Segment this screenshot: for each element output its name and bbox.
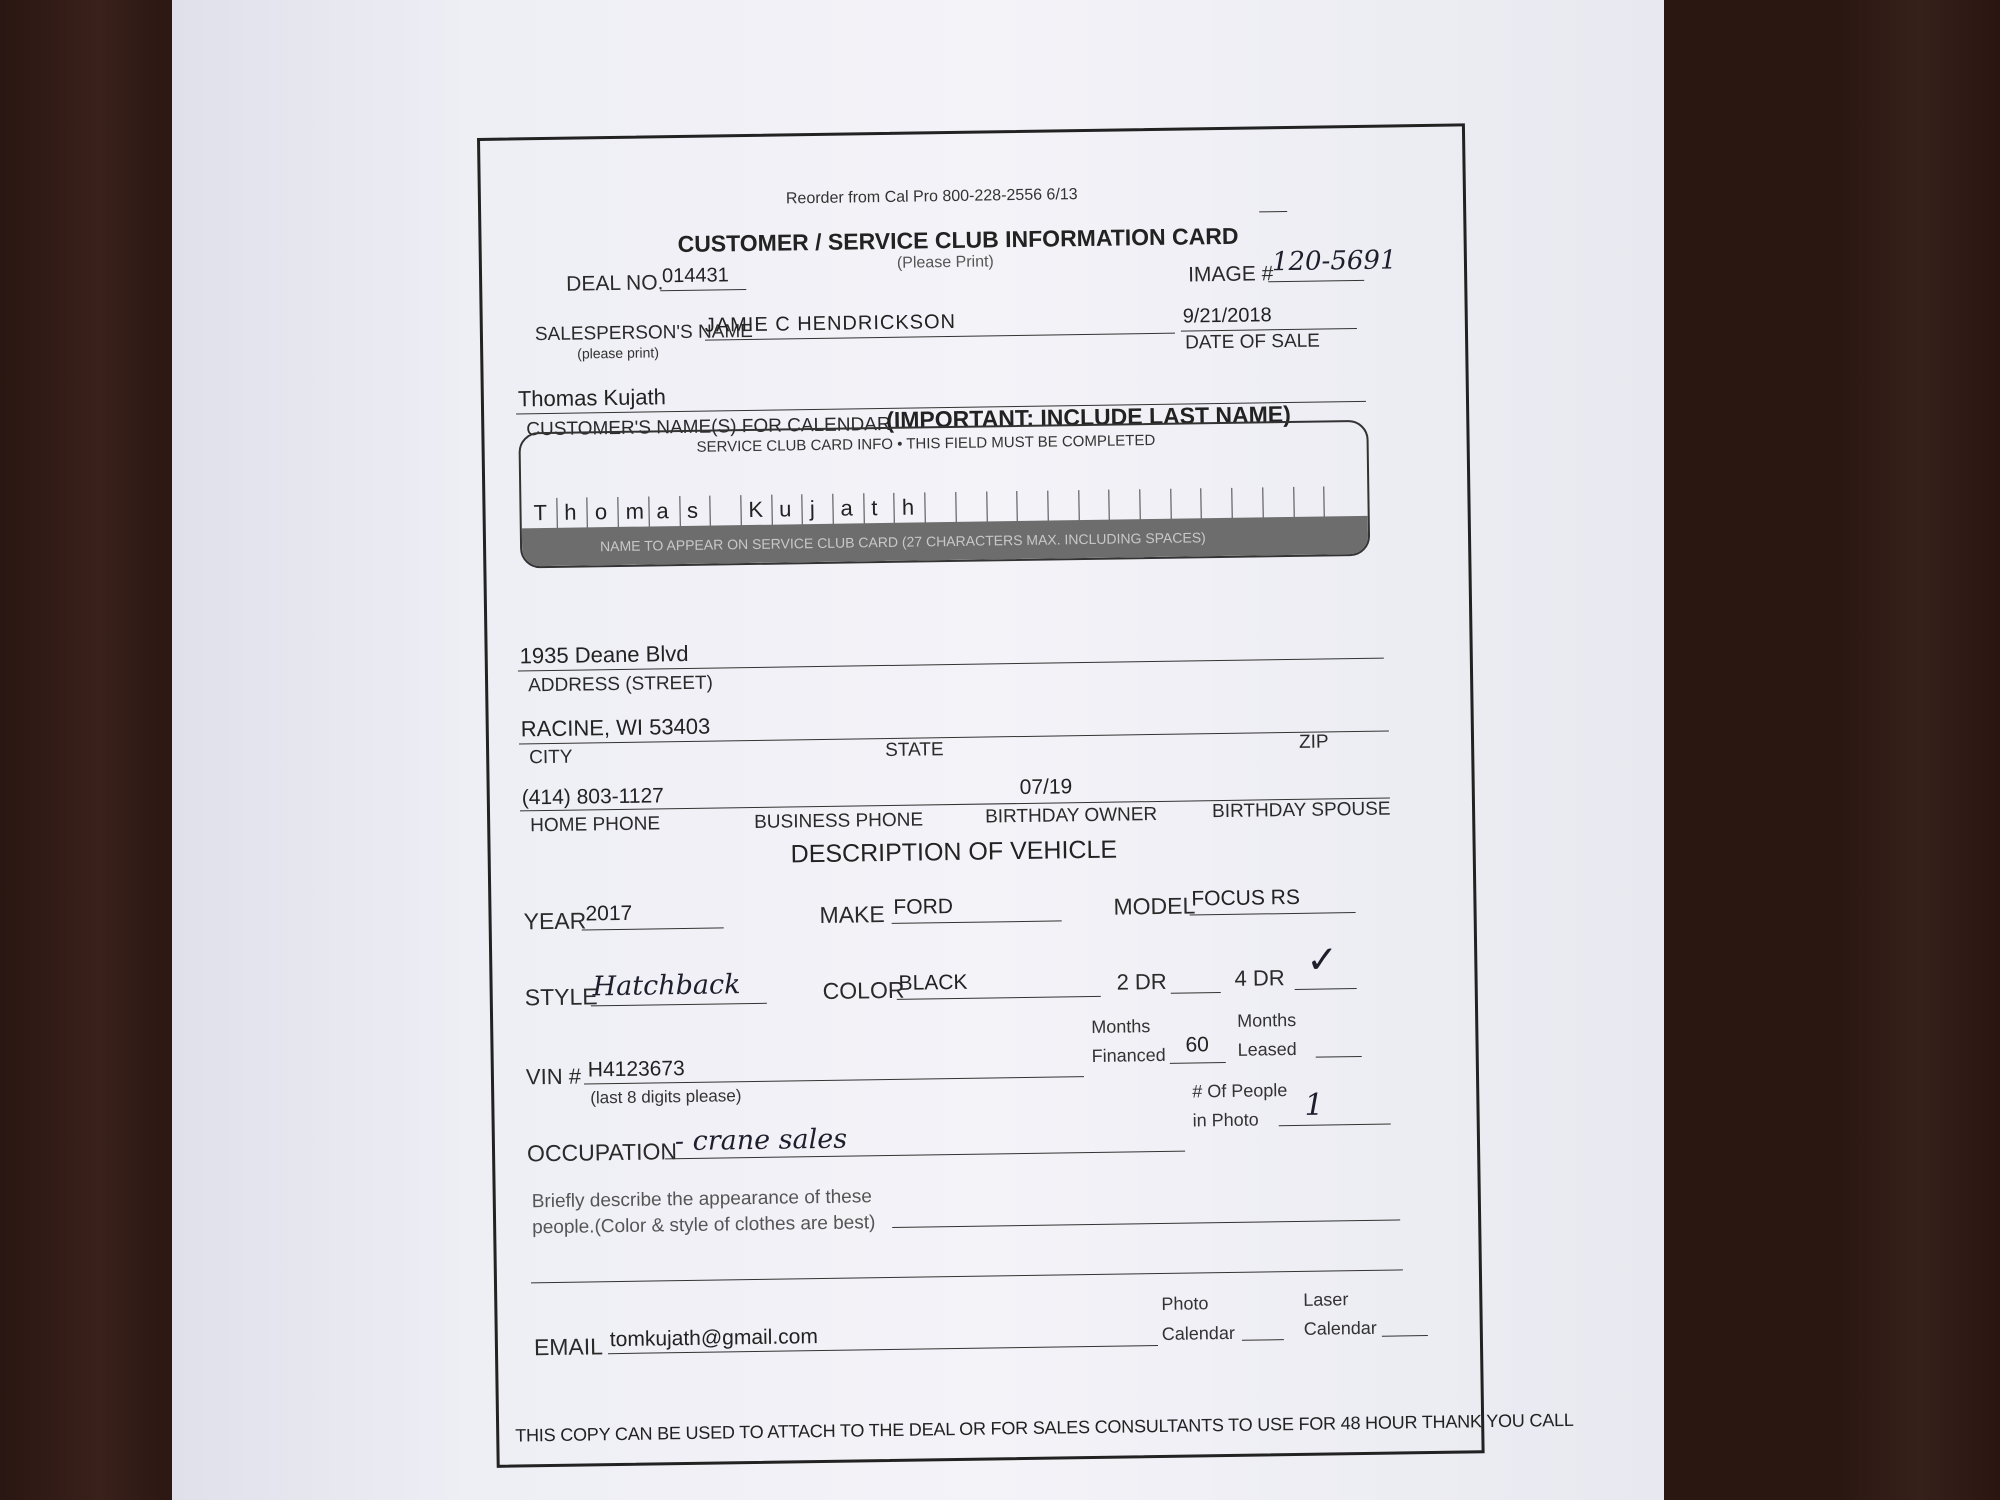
describe-line [892, 1219, 1400, 1228]
char-divider [617, 497, 618, 529]
char-divider [1293, 487, 1294, 519]
service-char: u [778, 496, 792, 522]
describe-line1: Briefly describe the appearance of these [531, 1186, 873, 1213]
deal-no-line [660, 289, 746, 291]
color-value: BLACK [898, 970, 968, 995]
vin-note: (last 8 digits please) [590, 1086, 742, 1108]
laser-bottom: Calendar [1303, 1317, 1377, 1339]
months-financed-top: Months [1091, 1016, 1151, 1037]
customer-value: Thomas Kujath [517, 384, 667, 412]
business-phone-label: BUSINESS PHONE [754, 809, 924, 833]
home-phone-value: (414) 803-1127 [521, 784, 665, 810]
salesperson-value: JAMIE C HENDRICKSON [704, 310, 957, 337]
state-label: STATE [884, 739, 944, 762]
char-divider [648, 496, 649, 528]
char-divider [1170, 489, 1171, 521]
color-line [897, 996, 1101, 1000]
people-top: # Of People [1192, 1080, 1288, 1102]
information-card [477, 123, 1574, 1468]
char-divider [679, 496, 680, 528]
char-divider [986, 491, 987, 523]
salesperson-note: (please print) [577, 344, 660, 362]
service-char: T [533, 500, 548, 526]
people-value: 1 [1304, 1087, 1324, 1123]
customer-important: (IMPORTANT: INCLUDE LAST NAME) [886, 400, 1291, 433]
char-divider [1016, 491, 1017, 523]
describe-line2: people.(Color & style of clothes are best) [532, 1212, 876, 1239]
char-divider [710, 496, 711, 528]
please-print-note: (Please Print) [896, 253, 994, 272]
deal-no-value: 014431 [661, 264, 729, 288]
laser-line [1382, 1335, 1428, 1337]
service-char: m [625, 498, 645, 524]
char-divider [1109, 490, 1110, 522]
image-line [1268, 280, 1364, 282]
months-leased-line [1316, 1056, 1362, 1058]
vin-value: H4123673 [587, 1057, 685, 1082]
model-label: MODEL [1113, 892, 1196, 920]
service-char: t [871, 495, 878, 521]
two-dr-label: 2 DR [1116, 968, 1167, 995]
city-label: CITY [529, 746, 573, 769]
occupation-value: - crane sales [674, 1123, 848, 1158]
months-financed-bottom: Financed [1091, 1044, 1166, 1066]
color-label: COLOR [822, 976, 905, 1004]
char-divider [1047, 491, 1048, 523]
service-char: a [840, 495, 853, 521]
make-label: MAKE [819, 901, 885, 929]
year-line [582, 927, 724, 930]
service-band-text: NAME TO APPEAR ON SERVICE CLUB CARD (27 CHARACTERS MAX. INCLUDING SPACES) [599, 529, 1206, 555]
header-dash [1259, 211, 1287, 212]
laser-top: Laser [1303, 1289, 1349, 1310]
birthday-owner-label: BIRTHDAY OWNER [984, 803, 1158, 828]
model-value: FOCUS RS [1191, 885, 1301, 911]
image-label: IMAGE # [1187, 262, 1274, 287]
city-value: RACINE, WI 53403 [520, 713, 711, 742]
months-leased-top: Months [1237, 1009, 1297, 1031]
address-value: 1935 Deane Blvd [519, 640, 689, 669]
date-value: 9/21/2018 [1182, 304, 1272, 328]
four-dr-checkmark: ✓ [1305, 937, 1339, 982]
salesperson-label: SALESPERSON'S NAME [534, 320, 754, 346]
email-label: EMAIL [533, 1333, 604, 1361]
service-char: s [686, 497, 699, 523]
service-char: j [809, 496, 815, 522]
char-divider [1231, 488, 1232, 520]
make-value: FORD [893, 895, 954, 919]
char-divider [587, 497, 588, 529]
char-divider [556, 498, 557, 530]
two-dr-line [1171, 992, 1221, 994]
char-divider [955, 492, 956, 524]
char-divider [1201, 488, 1202, 520]
birthday-owner-value: 07/19 [1019, 775, 1073, 800]
service-char: h [564, 499, 577, 525]
months-leased-bottom: Leased [1237, 1038, 1297, 1060]
char-divider [771, 495, 772, 527]
deal-no-label: DEAL NO. [566, 271, 664, 296]
char-divider [802, 494, 803, 526]
date-label: DATE OF SALE [1184, 330, 1321, 354]
style-value: Hatchback [592, 969, 741, 1003]
occupation-label: OCCUPATION [526, 1138, 678, 1167]
people-bottom: in Photo [1192, 1109, 1259, 1131]
four-dr-label: 4 DR [1234, 965, 1285, 991]
char-divider [1139, 489, 1140, 521]
char-divider [924, 492, 925, 524]
image-value: 120-5691 [1271, 245, 1397, 278]
service-club-box [518, 420, 1370, 569]
customer-label: CUSTOMER'S NAME(S) FOR CALENDAR [526, 413, 891, 441]
footer-text: THIS COPY CAN BE USED TO ATTACH TO THE DEAL OR FOR SALES CONSULTANTS TO USE FOR 48 HOUR THANK YOU CALL [515, 1409, 1574, 1446]
describe-line-2 [531, 1269, 1403, 1283]
style-line [591, 1003, 767, 1007]
service-char: K [748, 496, 764, 523]
birthday-spouse-label: BIRTHDAY SPOUSE [1211, 798, 1391, 823]
home-phone-label: HOME PHONE [530, 813, 661, 837]
vin-label: VIN # [525, 1063, 582, 1090]
char-divider [1262, 487, 1263, 519]
email-value: tomkujath@gmail.com [609, 1325, 819, 1352]
char-divider [832, 494, 833, 526]
card-title: CUSTOMER / SERVICE CLUB INFORMATION CARD [677, 222, 1239, 258]
months-financed-value: 60 [1185, 1033, 1210, 1057]
service-header: SERVICE CLUB CARD INFO • THIS FIELD MUST BE COMPLETED [696, 431, 1156, 456]
service-char: o [594, 499, 608, 525]
people-line [1279, 1124, 1391, 1127]
zip-label: ZIP [1298, 731, 1329, 753]
photo-top: Photo [1161, 1293, 1209, 1314]
year-value: 2017 [585, 901, 633, 926]
char-divider [740, 495, 741, 527]
char-divider [1323, 486, 1324, 518]
make-line [892, 920, 1062, 924]
address-label: ADDRESS (STREET) [527, 672, 714, 697]
service-char: h [901, 494, 915, 520]
four-dr-line [1295, 988, 1357, 990]
vehicle-heading: DESCRIPTION OF VEHICLE [790, 835, 1118, 869]
year-label: YEAR [523, 907, 587, 935]
photo-line [1242, 1339, 1284, 1341]
photo-bottom: Calendar [1161, 1322, 1236, 1344]
char-divider [863, 493, 864, 525]
model-line [1190, 912, 1356, 915]
char-divider [894, 493, 895, 525]
service-char: a [656, 498, 669, 524]
months-financed-line [1170, 1062, 1226, 1064]
style-label: STYLE [524, 983, 598, 1011]
char-divider [1078, 490, 1079, 522]
reorder-text: Reorder from Cal Pro 800-228-2556 6/13 [785, 186, 1078, 208]
